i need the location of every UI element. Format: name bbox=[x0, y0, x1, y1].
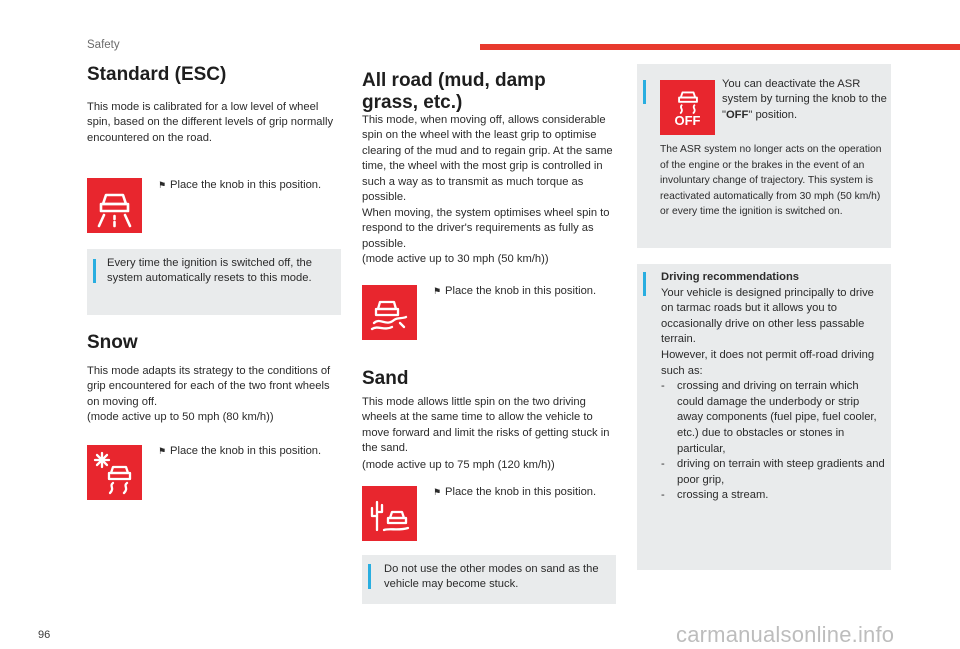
header-section-label: Safety bbox=[87, 39, 120, 51]
standard-mode-icon bbox=[87, 178, 142, 233]
sand-limit: (mode active up to 75 mph (120 km/h)) bbox=[362, 459, 555, 471]
info-bar-icon bbox=[643, 80, 646, 104]
allroad-limit: (mode active up to 30 mph (50 km/h)) bbox=[362, 253, 549, 265]
asr-info: The ASR system no longer acts on the operation of the engine or the brakes in the event of an involuntary change of trajectory. This system is reactivated automatically from 30 mph (50 km/h) or every time the ignition is switched on. bbox=[660, 144, 882, 218]
list-item: - crossing and driving on terrain which could damage the underbody or strip away components (fuel pipe, fuel cooler, etc.) due to obstacles or stones in particular, bbox=[661, 379, 887, 457]
allroad-body-2: When moving, the system optimises wheel spin to respond to the driver's requirements as fully as possible. bbox=[362, 207, 610, 250]
asr-text bbox=[722, 77, 887, 123]
snow-step bbox=[158, 444, 340, 459]
standard-note-text: Every time the ignition is switched off, the system automatically resets to this mode. bbox=[107, 257, 312, 285]
snow-limit: (mode active up to 50 mph (80 km/h)) bbox=[87, 411, 274, 423]
flag-bullet-icon: ⚑ bbox=[433, 286, 442, 296]
allroad-title-line2: grass, etc.) bbox=[362, 92, 463, 113]
info-bar-icon bbox=[93, 259, 96, 283]
page-number: 96 bbox=[38, 629, 51, 641]
standard-note-box bbox=[87, 249, 341, 315]
sand-mode-icon bbox=[362, 486, 417, 541]
asr-text-pre: You can deactivate the ASR system by turning the knob to the " bbox=[722, 78, 887, 121]
sand-step-text: Place the knob in this position. bbox=[445, 486, 597, 498]
allroad-title-line1: All road (mud, damp bbox=[362, 70, 546, 91]
asr-box bbox=[637, 64, 891, 248]
header-accent-bar bbox=[480, 44, 960, 50]
driving-box bbox=[637, 264, 891, 570]
driving-heading: Driving recommendations bbox=[661, 271, 800, 283]
allroad-title bbox=[362, 70, 546, 114]
sand-title: Sand bbox=[362, 368, 409, 389]
snow-body: This mode adapts its strategy to the conditions of grip encountered for each of the two front wheels on moving off. bbox=[87, 365, 331, 408]
asr-text-bold: OFF bbox=[725, 108, 749, 121]
flag-bullet-icon: ⚑ bbox=[433, 487, 442, 497]
driving-intro-2: However, it does not permit off-road driving such as: bbox=[661, 348, 875, 377]
snow-mode-icon bbox=[87, 445, 142, 500]
standard-step-text: Place the knob in this position. bbox=[170, 179, 322, 191]
column-standard-snow bbox=[87, 64, 341, 146]
asr-off-label: OFF bbox=[674, 112, 701, 128]
list-item: - crossing a stream. bbox=[661, 488, 887, 504]
asr-text-post: " position. bbox=[748, 108, 798, 121]
info-bar-icon bbox=[643, 272, 646, 296]
allroad-step-text: Place the knob in this position. bbox=[445, 285, 597, 297]
standard-title: Standard (ESC) bbox=[87, 64, 227, 85]
flag-bullet-icon: ⚑ bbox=[158, 446, 167, 456]
driving-content bbox=[661, 270, 887, 504]
snow-step-text: Place the knob in this position. bbox=[170, 445, 322, 457]
sand-note-text: Do not use the other modes on sand as the vehicle may become stuck. bbox=[384, 563, 599, 591]
standard-step bbox=[158, 178, 340, 193]
allroad-body-1: This mode, when moving off, allows considerable spin on the wheel with the least grip to optimise clearing of the mud and to regain grip. At the same time, the wheel with the most grip is controlled in such a way as to transmit as much torque as possible. bbox=[362, 114, 613, 204]
allroad-step bbox=[433, 284, 615, 299]
driving-list bbox=[661, 379, 887, 504]
sand-step bbox=[433, 485, 615, 500]
flag-bullet-icon: ⚑ bbox=[158, 180, 167, 190]
info-bar-icon bbox=[368, 564, 371, 589]
watermark: carmanualsonline.info bbox=[676, 622, 895, 647]
standard-body: This mode is calibrated for a low level of wheel spin, based on the different levels of grip normally encountered on the road. bbox=[87, 101, 334, 144]
asr-off-icon bbox=[660, 80, 715, 135]
driving-intro: Your vehicle is designed principally to drive on tarmac roads but it allows you to occasionally drive on other less passable terrain. bbox=[661, 286, 874, 346]
sand-body: This mode allows little spin on the two driving wheels at the same time to allow the vehicle to move forward and limit the risks of getting stuck in the sand. bbox=[362, 396, 610, 455]
allroad-mode-icon bbox=[362, 285, 417, 340]
sand-note-box bbox=[362, 555, 616, 604]
list-item: - driving on terrain with steep gradients and poor grip, bbox=[661, 457, 887, 488]
snow-title: Snow bbox=[87, 332, 138, 353]
